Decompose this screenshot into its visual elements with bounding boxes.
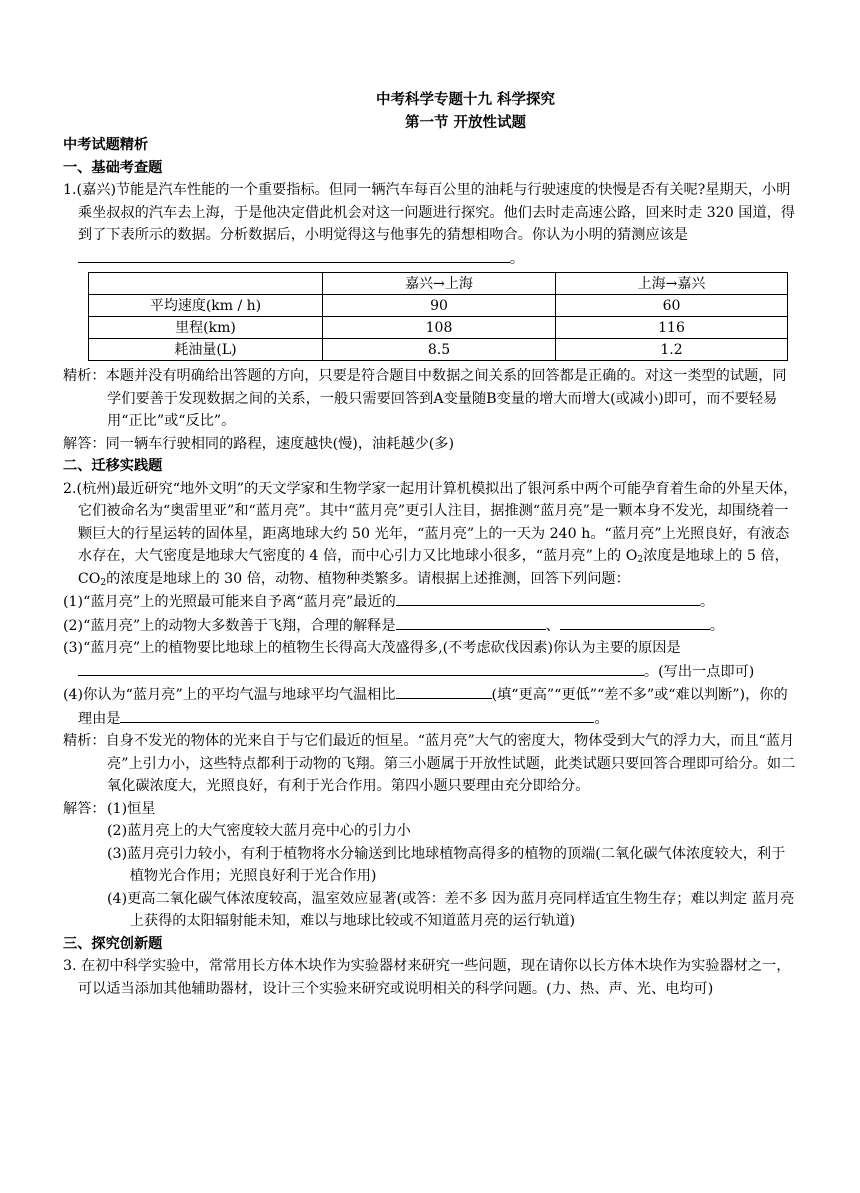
- table-header-cell: [89, 273, 323, 295]
- subquestion-1: [63, 590, 798, 614]
- table-header-cell: 上海→嘉兴: [556, 273, 788, 295]
- answer-2-1: (1)恒星: [107, 800, 156, 817]
- table-cell: 耗油量(L): [89, 339, 323, 361]
- punctuation: 。: [594, 710, 609, 727]
- subquestion-2: [63, 614, 798, 638]
- question-1: [63, 179, 798, 270]
- question-2-text: 浓度是地球上的 5 倍，CO: [77, 548, 789, 587]
- data-table: [88, 272, 788, 361]
- question-3: 3. 在初中科学实验中，常常用长方体木块作为实验器材来研究一些问题，现在请你以长方体木块作为实验器材之一，可以适当添加其他辅助器材，设计三个实验来研究或说明相关的科学问题。(力、热、声、光、电均可): [63, 958, 791, 997]
- table-cell: 1.2: [556, 339, 788, 361]
- analysis-2: 精析：自身不发光的物体的光来自于与它们最近的恒星。“蓝月亮”大气的密度大，物体受到大气的浮力大，而且“蓝月亮”上引力小，这些特点都利于动物的飞翔。第三小题属于开放性试题，此类试题只要回答合理即可给分。如二氧化碳浓度大，光照良好，有利于光合作用。第四小题只要理由充分即给分。: [63, 733, 796, 794]
- section-2-heading: 二、迁移实践题: [63, 458, 163, 474]
- section-1-heading: 一、基础考查题: [63, 159, 163, 176]
- table-row: [89, 339, 788, 361]
- section-3-heading: 三、探究创新题: [63, 935, 163, 952]
- subquestion-text: (2)“蓝月亮”上的动物大多数善于飞翔，合理的解释是: [63, 617, 396, 634]
- table-row: [89, 295, 788, 317]
- subquestion-text: (3)“蓝月亮”上的植物要比地球上的植物生长得高大茂盛得多,(不考虑砍伐因素)你认为主要的原因是: [63, 640, 681, 656]
- subquestion-4: [63, 683, 798, 730]
- table-cell: 116: [556, 317, 788, 339]
- answer-1: 解答：同一辆车行驶相同的路程，速度越快(慢)，油耗越少(多): [63, 435, 455, 452]
- question-2: [63, 478, 798, 591]
- page-title: 中考科学专题十九 科学探究: [375, 91, 556, 108]
- subquestion-3: [63, 637, 798, 683]
- answer-blank[interactable]: [560, 614, 710, 630]
- answer-2-label: 解答：: [63, 800, 106, 817]
- subquestion-text: (4)你认为“蓝月亮”上的平均气温与地球平均气温相比: [63, 687, 396, 703]
- table-cell: 90: [323, 295, 556, 317]
- punctuation: 。: [709, 617, 724, 634]
- answer-blank[interactable]: [120, 707, 594, 723]
- answer-2-4: (4)更高二氧化碳气体浓度较高，温室效应显著(或答：差不多 因为蓝月亮同样适宜生物生存；难以判定 蓝月亮上获得的太阳辐射能未知，难以与地球比较或不知道蓝月亮的运行轨道): [107, 890, 795, 929]
- answer-blank[interactable]: [78, 247, 510, 263]
- heading: 中考试题精析: [63, 137, 149, 153]
- subscript: 2: [100, 577, 107, 588]
- answer-blank[interactable]: [78, 660, 644, 676]
- document-page: [63, 88, 798, 1000]
- page-subtitle: 第一节 开放性试题: [404, 114, 527, 131]
- table-header-cell: 嘉兴→上海: [323, 273, 556, 295]
- punctuation: 。: [699, 594, 715, 610]
- punctuation: 。(写出一点即可): [643, 663, 755, 680]
- punctuation: 。: [509, 250, 525, 267]
- answer-blank[interactable]: [396, 683, 492, 699]
- table-cell: 8.5: [323, 339, 556, 361]
- question-1-text: 1.(嘉兴)节能是汽车性能的一个重要指标。但同一辆汽车每百公里的油耗与行驶速度的快慢是否有关呢?星期天，小明乘坐叔叔的汽车去上海，于是他决定借此机会对这一问题进行探究。他们去时走高速公路，回来时走 320 国道，得到了下表所示的数据。分析数据后，小明觉得这与他事先的猜想相吻合。你认为小明的猜测应该是: [63, 182, 796, 243]
- analysis-1: 精析：本题并没有明确给出答题的方向，只要是符合题目中数据之间关系的回答都是正确的。对这一类型的试题，同学们要善于发现数据之间的关系，一般只需要回答到A变量随B变量的增大而增大(或减小)即可，而不要轻易用“正比”或“反比”。: [63, 368, 787, 429]
- table-row: [89, 317, 788, 339]
- subquestion-text: (填“更高”“更低”“差不多”或“难以判断”)，你的理由是: [77, 687, 788, 727]
- table-cell: 里程(km): [89, 317, 323, 339]
- table-cell: 60: [556, 295, 788, 317]
- table-cell: 平均速度(km / h): [89, 295, 323, 317]
- answer-2-2: (2)蓝月亮上的大气密度较大蓝月亮中心的引力小: [107, 823, 411, 839]
- question-2-text: 的浓度是地球上的 30 倍，动物、植物种类繁多。请根据上述推测，回答下列问题：: [106, 570, 630, 587]
- answer-blank[interactable]: [396, 590, 700, 606]
- subscript: 2: [637, 555, 644, 565]
- question-2-text: 2.(杭州)最近研究“地外文明”的天文学家和生物学家一起用计算机模拟出了银河系中两个可能孕育着生命的外星天体，它们被命名为“奥雷里亚”和“蓝月亮”。其中“蓝月亮”更引人注目，据推测“蓝月亮”是一颗本身不发光，却围绕着一颗巨大的行星运转的固体星，距离地球大约 50 光年，“蓝月亮”上的一天为 240 h。“蓝月亮”上光照良好，有液态水存在，大气密度是地球大气密度的 4 倍，而中心引力又比地球小很多，“蓝月亮”上的 O: [63, 480, 798, 564]
- subquestion-text: (1)“蓝月亮”上的光照最可能来自予离“蓝月亮”最近的: [63, 594, 396, 610]
- punctuation: 、: [545, 617, 560, 634]
- table-header-row: [89, 273, 788, 295]
- answer-blank[interactable]: [396, 614, 546, 630]
- table-cell: 108: [323, 317, 556, 339]
- answer-2-3: (3)蓝月亮引力较小，有利于植物将水分输送到比地球植物高得多的植物的顶端(二氧化碳气体浓度较大，利于植物光合作用；光照良好利于光合作用): [107, 845, 786, 884]
